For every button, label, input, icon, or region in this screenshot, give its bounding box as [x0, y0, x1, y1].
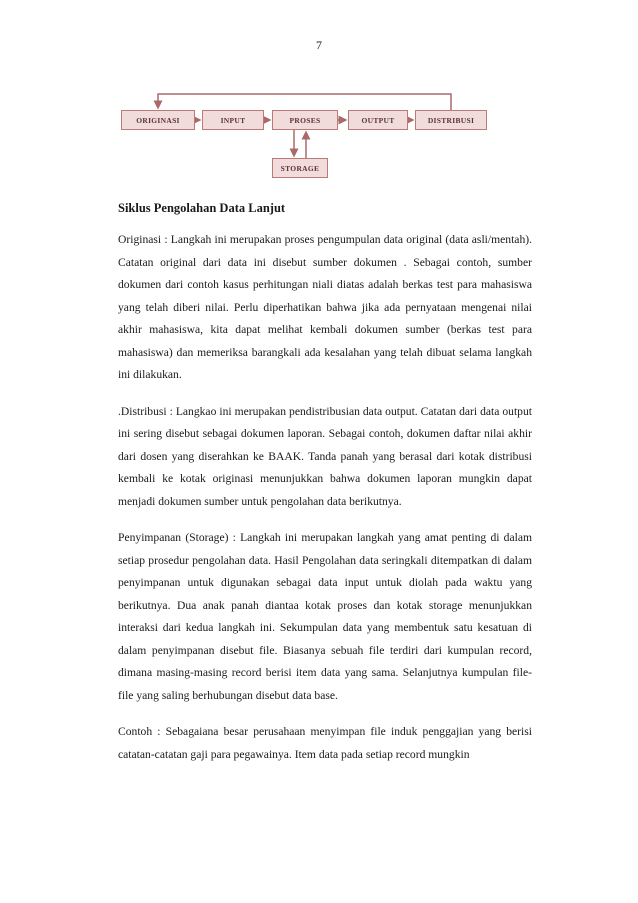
box-output: OUTPUT — [348, 110, 408, 130]
paragraph-storage: Penyimpanan (Storage) : Langkah ini merupakan langkah yang amat penting di dalam setiap prosedur pengolahan data. Hasil Pengolahan data seringkali ditempatkan di dalam penyimpanan untuk digunakan sebagai data input untuk diolah pada waktu yang berikutnya. Dua anak panah diantaa kotak proses dan kotak storage menunjukkan interaksi dari kedua langkah ini. Sekumpulan data yang membentuk satu kesatuan di dalam penyimpanan disebut file. Biasanya sebuah file terdiri dari kumpulan record, dimana masing-masing record berisi item data yang sama. Selanjutnya kumpulan file-file yang saling berhubungan disebut data base. — [118, 531, 532, 702]
box-storage: STORAGE — [272, 158, 328, 178]
section-heading: Siklus Pengolahan Data Lanjut — [118, 201, 286, 215]
box-distribusi: DISTRIBUSI — [415, 110, 487, 130]
box-input: INPUT — [202, 110, 264, 130]
box-proses: PROSES — [272, 110, 338, 130]
paragraph-originasi: Originasi : Langkah ini merupakan proses pengumpulan data original (data asli/mentah). Catatan original dari data ini disebut sumber dokumen . Sebagai contoh, sumber dokumen dari contoh kasus perhitungan niali diatas adalah berkas test para mahasiswa yang telah diberi nilai. Perlu diperhatikan bahwa jika ada pernyataan mengenai nilai akhir mahasiswa, kita dapat melihat kembali dokumen sumber (berkas test para mahasiswa) dan memeriksa barangkali ada kesalahan yang telah dibuat selama langkah ini dilakukan. — [118, 233, 532, 381]
box-originasi: ORIGINASI — [121, 110, 195, 130]
feedback-arrow — [158, 94, 451, 110]
paragraph-contoh: Contoh : Sebagaiana besar perusahaan menyimpan file induk penggajian yang berisi catatan-catatan gaji para pegawainya. Item data pada setiap record mungkin — [118, 725, 532, 761]
body-text — [118, 229, 532, 780]
data-processing-cycle-diagram — [118, 86, 518, 186]
page-number: 7 — [316, 38, 322, 52]
paragraph-distribusi: .Distribusi : Langkao ini merupakan pendistribusian data output. Catatan dari data output ini sering disebut sebagai dokumen laporan. Sebagai contoh, dokumen daftar nilai akhir dari dosen yang diserahkan ke BAAK. Tanda panah yang berasal dari kotak distribusi kembali ke kotak originasi menunjukkan bahwa dokumen laporan mungkin dapat menjadi dokumen sumber untuk pengolahan data berikutnya. — [118, 404, 532, 508]
